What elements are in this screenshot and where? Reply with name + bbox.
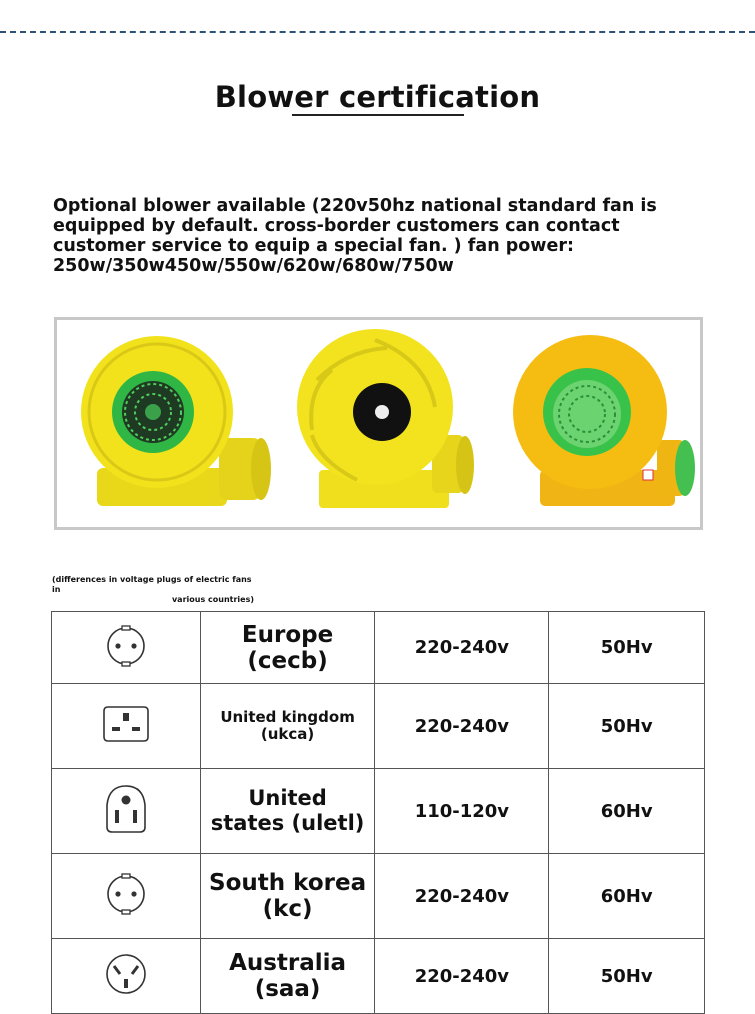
voltage-cell: 110-120v [375,769,549,854]
plug-note-line1: (differences in voltage plugs of electric fans in [52,575,252,594]
plug-spec-table [51,611,705,1014]
frequency-cell: 60Hv [549,769,705,854]
title-underline [292,114,464,116]
voltage-cell: 220-240v [375,612,549,684]
plug-icon-cell [52,854,201,939]
region-cert: (kc) [262,896,313,922]
region-cell [200,854,375,939]
us-plug-icon [103,783,149,835]
blower-description: Optional blower available (220v50hz national standard fan is equipped by default. cross-border customers can contact customer service to equip a special fan. ) fan power: 250w/350w450w/550w/620w/680w/750w [53,196,657,276]
voltage-cell: 220-240v [375,939,549,1014]
uk-plug-icon [102,703,150,745]
voltage-cell: 220-240v [375,854,549,939]
table-row [52,769,705,854]
blower-photo-panel [54,317,703,530]
region-name: Europe [241,621,334,648]
frequency-cell: 50Hv [549,939,705,1014]
plug-icon-cell [52,769,201,854]
australia-plug-icon [103,951,149,997]
region-name: United kingdom [220,708,355,726]
plug-note-line2: various countries) [171,595,254,604]
region-name: United [248,786,327,810]
eu-plug-icon [103,623,149,669]
frequency-cell: 50Hv [549,684,705,769]
region-cert: (ukca) [260,725,315,743]
frequency-cell: 60Hv [549,854,705,939]
korea-plug-icon [103,871,149,917]
region-cell [200,612,375,684]
region-cert: (saa) [254,976,321,1002]
table-row [52,939,705,1014]
region-cert: states (uletl) [210,811,365,835]
voltage-cell: 220-240v [375,684,549,769]
plug-icon-cell [52,939,201,1014]
frequency-cell: 50Hv [549,612,705,684]
table-row [52,612,705,684]
blower-image-2 [297,329,474,508]
region-name: Australia [229,950,347,976]
plug-icon-cell [52,684,201,769]
table-row [52,684,705,769]
region-cell [200,769,375,854]
top-dashed-divider [0,31,755,33]
region-cell [200,684,375,769]
region-cert: (cecb) [247,647,328,674]
table-row [52,854,705,939]
blower-image-3 [513,335,695,506]
blower-image-1 [81,336,271,506]
region-name: South korea [209,870,367,896]
region-cell [200,939,375,1014]
plug-icon-cell [52,612,201,684]
page-title: Blower certification [214,80,541,114]
plug-note [52,575,262,605]
